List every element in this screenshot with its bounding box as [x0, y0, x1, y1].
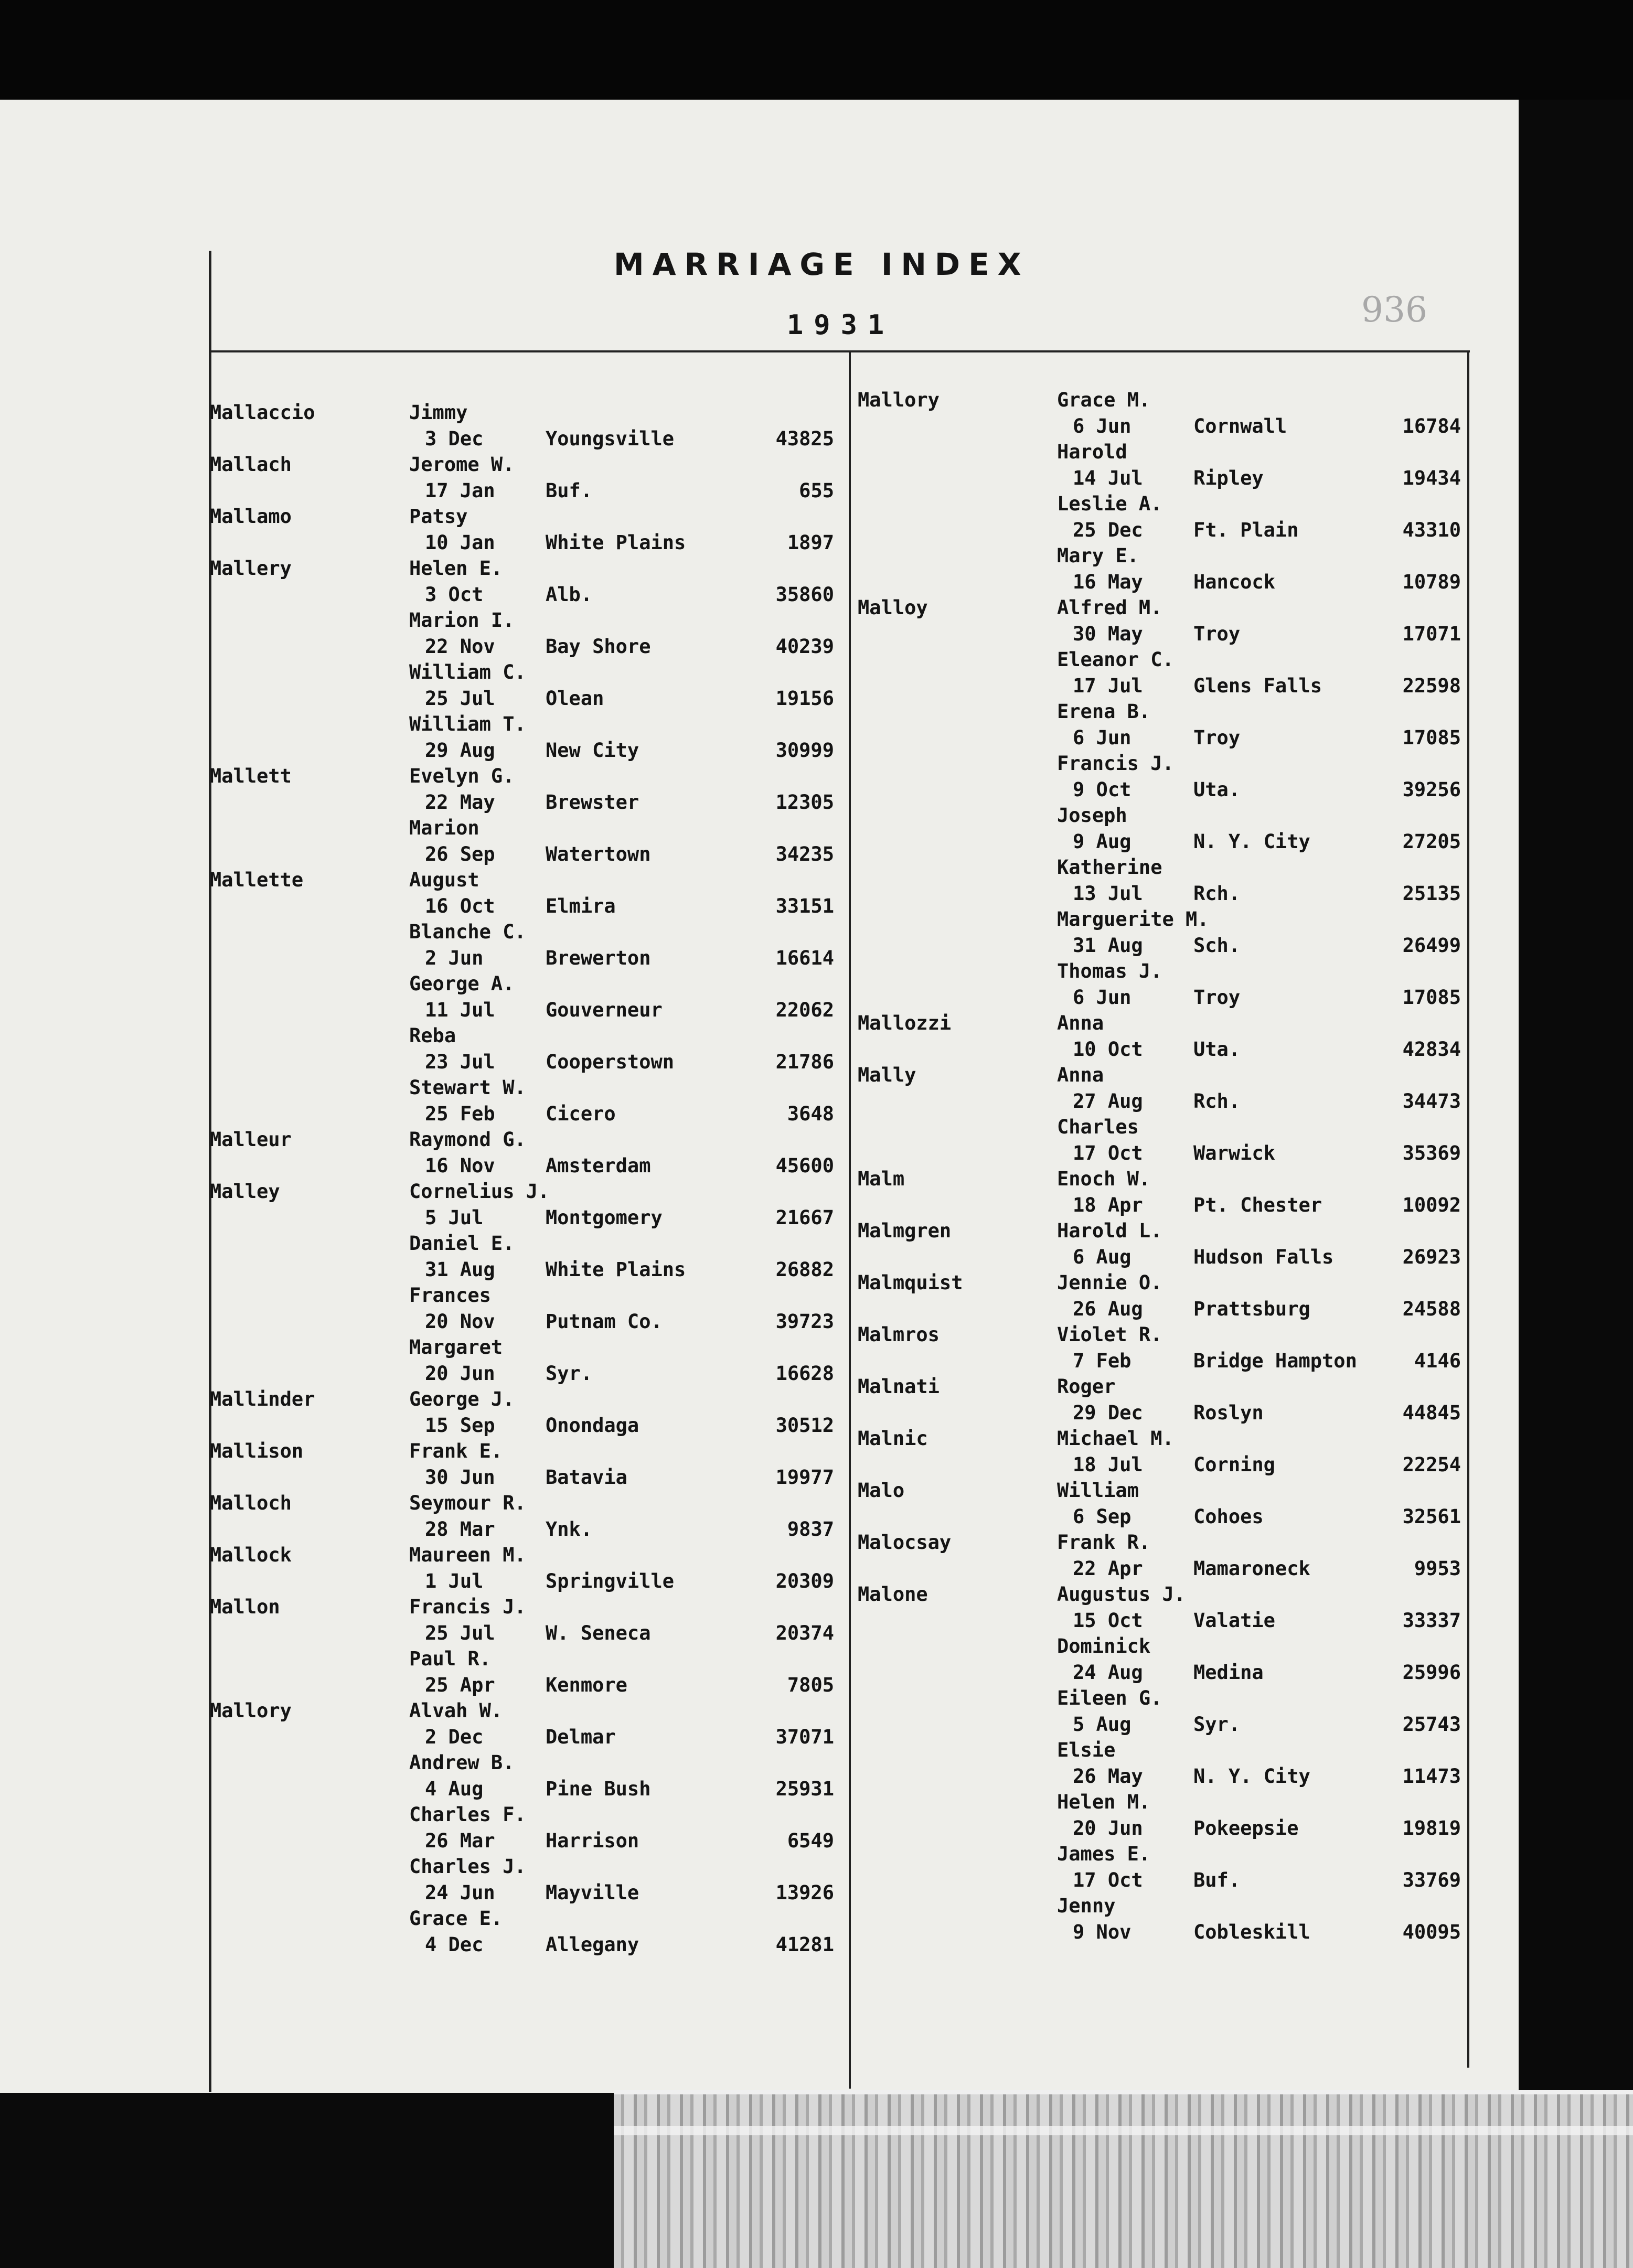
entry-place: Harrison [546, 1829, 639, 1852]
entry-date: 6 Aug [1073, 1245, 1132, 1268]
entry-place: Ft. Plain [1193, 518, 1299, 541]
entry-certificate-number: 35369 [1402, 1141, 1461, 1164]
entry-place: Onondaga [546, 1414, 639, 1437]
entry-given-name: Seymour R. [409, 1492, 526, 1514]
page-title: MARRIAGE INDEX [614, 247, 1030, 282]
entry-certificate-number: 39256 [1402, 778, 1461, 801]
entry-given-name: Paul R. [409, 1647, 491, 1670]
entry-place: Hudson Falls [1193, 1245, 1334, 1268]
entry-date: 6 Sep [1073, 1505, 1132, 1528]
entry-date: 14 Jul [1073, 466, 1143, 489]
entry-given-name: Charles J. [409, 1855, 526, 1878]
entry-certificate-number: 45600 [775, 1154, 834, 1177]
entry-surname: Mallamo [210, 505, 292, 528]
entry-place: Buf. [1193, 1868, 1241, 1891]
entry-certificate-number: 21786 [775, 1050, 834, 1073]
entry-date: 25 Jul [425, 687, 495, 710]
entry-place: Cicero [546, 1102, 616, 1125]
entry-certificate-number: 10789 [1402, 570, 1461, 593]
entry-date: 31 Aug [425, 1258, 495, 1281]
entry-date: 4 Dec [425, 1933, 484, 1956]
entry-given-name: Reba [409, 1024, 456, 1047]
entry-date: 25 Apr [425, 1673, 495, 1696]
entry-place: Olean [546, 687, 604, 710]
entry-place: Kenmore [546, 1673, 627, 1696]
entry-date: 23 Jul [425, 1050, 495, 1073]
entry-surname: Malnati [858, 1375, 940, 1398]
entry-given-name: Eleanor C. [1057, 648, 1174, 671]
entry-given-name: Blanche C. [409, 921, 526, 943]
entry-certificate-number: 34473 [1402, 1089, 1461, 1112]
entry-place: Pokeepsie [1193, 1816, 1299, 1839]
entry-certificate-number: 7805 [787, 1673, 834, 1696]
entry-certificate-number: 30512 [775, 1414, 834, 1437]
entry-given-name: Thomas J. [1057, 960, 1162, 982]
entry-certificate-number: 13926 [775, 1881, 834, 1904]
entry-certificate-number: 19434 [1402, 466, 1461, 489]
entry-date: 15 Oct [1073, 1609, 1143, 1632]
entry-surname: Mally [858, 1064, 916, 1086]
entry-given-name: James E. [1057, 1843, 1151, 1865]
entry-certificate-number: 16784 [1402, 414, 1461, 437]
entry-given-name: Margaret [409, 1336, 503, 1358]
entry-certificate-number: 43310 [1402, 518, 1461, 541]
entry-date: 9 Oct [1073, 778, 1132, 801]
entry-given-name: Helen M. [1057, 1791, 1151, 1813]
column-divider [849, 352, 851, 2089]
entry-certificate-number: 26499 [1402, 934, 1461, 957]
scan-top-border [0, 0, 1633, 100]
entry-place: Pt. Chester [1193, 1193, 1322, 1216]
entry-given-name: Enoch W. [1057, 1168, 1151, 1190]
entry-surname: Mallison [210, 1440, 304, 1462]
entry-certificate-number: 22254 [1402, 1453, 1461, 1476]
entry-place: Warwick [1193, 1141, 1275, 1164]
entry-certificate-number: 27205 [1402, 830, 1461, 853]
entry-certificate-number: 37071 [775, 1725, 834, 1748]
entry-given-name: Joseph [1057, 804, 1127, 827]
entry-certificate-number: 33769 [1402, 1868, 1461, 1891]
entry-certificate-number: 20309 [775, 1569, 834, 1592]
entry-date: 25 Jul [425, 1621, 495, 1644]
entry-place: Brewster [546, 790, 639, 814]
entry-place: Roslyn [1193, 1401, 1264, 1424]
entry-given-name: Anna [1057, 1064, 1104, 1086]
entry-given-name: Violet R. [1057, 1323, 1162, 1346]
entry-place: White Plains [546, 531, 686, 554]
entry-date: 22 Nov [425, 635, 495, 658]
entry-date: 30 May [1073, 622, 1143, 645]
entry-certificate-number: 41281 [775, 1933, 834, 1956]
entry-date: 31 Aug [1073, 934, 1143, 957]
entry-surname: Malm [858, 1168, 905, 1190]
page-number: 936 [1361, 290, 1427, 330]
entry-place: N. Y. City [1193, 830, 1310, 853]
entry-surname: Mallozzi [858, 1012, 952, 1034]
entry-place: Putnam Co. [546, 1310, 663, 1333]
entry-certificate-number: 20374 [775, 1621, 834, 1644]
entry-date: 15 Sep [425, 1414, 495, 1437]
entry-place: Batavia [546, 1465, 627, 1489]
entry-surname: Malloch [210, 1492, 292, 1514]
entry-date: 3 Oct [425, 583, 484, 606]
entry-date: 10 Oct [1073, 1037, 1143, 1061]
entry-certificate-number: 26882 [775, 1258, 834, 1281]
entry-surname: Malmgren [858, 1219, 952, 1242]
entry-given-name: Daniel E. [409, 1232, 515, 1255]
entry-given-name: George A. [409, 972, 515, 995]
entry-date: 17 Oct [1073, 1868, 1143, 1891]
entry-certificate-number: 22598 [1402, 674, 1461, 697]
entry-certificate-number: 1897 [787, 531, 834, 554]
entry-place: Montgomery [546, 1206, 663, 1229]
entry-certificate-number: 33337 [1402, 1609, 1461, 1632]
entry-place: Bay Shore [546, 635, 651, 658]
entry-place: Cooperstown [546, 1050, 675, 1073]
entry-certificate-number: 33151 [775, 894, 834, 917]
entry-given-name: Francis J. [409, 1596, 526, 1618]
entry-date: 20 Nov [425, 1310, 495, 1333]
entry-certificate-number: 26923 [1402, 1245, 1461, 1268]
entry-certificate-number: 42834 [1402, 1037, 1461, 1061]
entry-certificate-number: 25743 [1402, 1713, 1461, 1736]
entry-place: Syr. [546, 1362, 593, 1385]
entry-place: Cohoes [1193, 1505, 1264, 1528]
entry-certificate-number: 25931 [775, 1777, 834, 1800]
entry-place: White Plains [546, 1258, 686, 1281]
entry-place: Syr. [1193, 1713, 1241, 1736]
entry-surname: Mallett [210, 765, 292, 787]
entry-place: Brewerton [546, 946, 651, 969]
entry-date: 5 Jul [425, 1206, 484, 1229]
entry-given-name: Raymond G. [409, 1128, 526, 1151]
entry-date: 26 Aug [1073, 1297, 1143, 1320]
entry-certificate-number: 19977 [775, 1465, 834, 1489]
entry-certificate-number: 6549 [787, 1829, 834, 1852]
entry-certificate-number: 17085 [1402, 986, 1461, 1009]
entry-given-name: Anna [1057, 1012, 1104, 1034]
entry-surname: Mallory [210, 1699, 292, 1722]
entry-date: 18 Jul [1073, 1453, 1143, 1476]
entry-surname: Mallinder [210, 1388, 315, 1410]
entry-certificate-number: 32561 [1402, 1505, 1461, 1528]
entry-surname: Mallon [210, 1596, 280, 1618]
entry-certificate-number: 12305 [775, 790, 834, 814]
entry-given-name: Cornelius J. [409, 1180, 550, 1203]
entry-date: 7 Feb [1073, 1349, 1132, 1372]
entry-certificate-number: 21667 [775, 1206, 834, 1229]
entry-certificate-number: 43825 [775, 427, 834, 450]
entry-given-name: Dominick [1057, 1635, 1151, 1657]
entry-date: 2 Jun [425, 946, 484, 969]
entry-place: Troy [1193, 986, 1241, 1009]
entry-surname: Mallach [210, 453, 292, 476]
entry-date: 13 Jul [1073, 882, 1143, 905]
entry-given-name: Frank R. [1057, 1531, 1151, 1554]
entry-date: 1 Jul [425, 1569, 484, 1592]
entry-date: 25 Dec [1073, 518, 1143, 541]
entry-given-name: Jennie O. [1057, 1271, 1162, 1294]
entry-given-name: Marion [409, 817, 479, 839]
entry-given-name: Frank E. [409, 1440, 503, 1462]
entry-place: Mamaroneck [1193, 1557, 1310, 1580]
right-margin-rule [1467, 352, 1469, 2068]
entry-place: Medina [1193, 1661, 1264, 1684]
entry-place: Troy [1193, 726, 1241, 749]
entry-given-name: George J. [409, 1388, 515, 1410]
entry-surname: Mallock [210, 1544, 292, 1566]
entry-date: 22 May [425, 790, 495, 814]
header-rule [209, 350, 1470, 352]
entry-given-name: Frances [409, 1284, 491, 1307]
entry-given-name: Erena B. [1057, 700, 1151, 723]
entry-date: 17 Jan [425, 479, 495, 502]
entry-certificate-number: 30999 [775, 739, 834, 762]
entry-place: W. Seneca [546, 1621, 651, 1644]
entry-place: Sch. [1193, 934, 1241, 957]
entry-place: Youngsville [546, 427, 675, 450]
entry-surname: Malmquist [858, 1271, 963, 1294]
entry-given-name: Harold L. [1057, 1219, 1162, 1242]
entry-date: 30 Jun [425, 1465, 495, 1489]
entry-certificate-number: 19819 [1402, 1816, 1461, 1839]
entry-place: Watertown [546, 842, 651, 865]
entry-date: 6 Jun [1073, 726, 1132, 749]
entry-date: 26 Sep [425, 842, 495, 865]
entry-certificate-number: 17085 [1402, 726, 1461, 749]
entry-certificate-number: 11473 [1402, 1764, 1461, 1788]
entry-given-name: Katherine [1057, 856, 1162, 879]
entry-place: Rch. [1193, 882, 1241, 905]
entry-place: Buf. [546, 479, 593, 502]
entry-place: Troy [1193, 622, 1241, 645]
entry-date: 18 Apr [1073, 1193, 1143, 1216]
entry-certificate-number: 4146 [1414, 1349, 1461, 1372]
entry-place: Prattsburg [1193, 1297, 1310, 1320]
entry-surname: Mallery [210, 557, 292, 580]
entry-given-name: Charles F. [409, 1803, 526, 1826]
scan-right-border [1519, 100, 1633, 2264]
entry-date: 9 Nov [1073, 1920, 1132, 1943]
entry-date: 3 Dec [425, 427, 484, 450]
entry-certificate-number: 25135 [1402, 882, 1461, 905]
entry-certificate-number: 655 [799, 479, 834, 502]
entry-place: Springville [546, 1569, 675, 1592]
entry-given-name: Charles [1057, 1116, 1139, 1138]
entry-place: Amsterdam [546, 1154, 651, 1177]
entry-certificate-number: 40239 [775, 635, 834, 658]
entry-given-name: Stewart W. [409, 1076, 526, 1099]
entry-date: 9 Aug [1073, 830, 1132, 853]
entry-place: N. Y. City [1193, 1764, 1310, 1788]
entry-given-name: August [409, 869, 479, 891]
entry-place: New City [546, 739, 639, 762]
entry-date: 5 Aug [1073, 1713, 1132, 1736]
entry-certificate-number: 22062 [775, 998, 834, 1021]
entry-date: 16 May [1073, 570, 1143, 593]
entry-place: Alb. [546, 583, 593, 606]
entry-place: Cobleskill [1193, 1920, 1310, 1943]
entry-given-name: Eileen G. [1057, 1687, 1162, 1709]
entry-certificate-number: 44845 [1402, 1401, 1461, 1424]
entry-date: 22 Apr [1073, 1557, 1143, 1580]
entry-certificate-number: 16614 [775, 946, 834, 969]
entry-date: 29 Dec [1073, 1401, 1143, 1424]
entry-surname: Malnic [858, 1427, 928, 1450]
entry-place: Glens Falls [1193, 674, 1322, 697]
entry-date: 17 Oct [1073, 1141, 1143, 1164]
entry-certificate-number: 9953 [1414, 1557, 1461, 1580]
entry-surname: Malloy [858, 596, 928, 619]
entry-surname: Mallaccio [210, 401, 315, 424]
entry-given-name: William [1057, 1479, 1139, 1502]
entry-date: 20 Jun [425, 1362, 495, 1385]
entry-given-name: Helen E. [409, 557, 503, 580]
entry-certificate-number: 17071 [1402, 622, 1461, 645]
entry-date: 6 Jun [1073, 414, 1132, 437]
entry-place: Bridge Hampton [1193, 1349, 1357, 1372]
entry-date: 27 Aug [1073, 1089, 1143, 1112]
entry-given-name: Francis J. [1057, 752, 1174, 775]
entry-surname: Malocsay [858, 1531, 952, 1554]
entry-place: Valatie [1193, 1609, 1275, 1632]
entry-surname: Mallory [858, 389, 940, 411]
entry-place: Uta. [1193, 778, 1241, 801]
entry-surname: Mallette [210, 869, 304, 891]
entry-given-name: Augustus J. [1057, 1583, 1186, 1606]
entry-given-name: Marguerite M. [1057, 908, 1209, 930]
entry-place: Allegany [546, 1933, 639, 1956]
entry-place: Corning [1193, 1453, 1275, 1476]
entry-date: 17 Jul [1073, 674, 1143, 697]
entry-date: 20 Jun [1073, 1816, 1143, 1839]
entry-certificate-number: 9837 [787, 1517, 834, 1540]
entry-given-name: Mary E. [1057, 544, 1139, 567]
entry-place: Ripley [1193, 466, 1264, 489]
entry-certificate-number: 35860 [775, 583, 834, 606]
entry-certificate-number: 40095 [1402, 1920, 1461, 1943]
entry-given-name: Jenny [1057, 1895, 1116, 1917]
entry-date: 29 Aug [425, 739, 495, 762]
entry-place: Elmira [546, 894, 616, 917]
entry-date: 10 Jan [425, 531, 495, 554]
entry-date: 24 Aug [1073, 1661, 1143, 1684]
entry-certificate-number: 16628 [775, 1362, 834, 1385]
entry-given-name: Marion I. [409, 609, 515, 632]
entry-given-name: William C. [409, 661, 526, 683]
entry-given-name: Alfred M. [1057, 596, 1162, 619]
entry-certificate-number: 10092 [1402, 1193, 1461, 1216]
entry-given-name: Maureen M. [409, 1544, 526, 1566]
entry-date: 25 Feb [425, 1102, 495, 1125]
entry-place: Pine Bush [546, 1777, 651, 1800]
entry-given-name: Roger [1057, 1375, 1116, 1398]
entry-date: 11 Jul [425, 998, 495, 1021]
entry-given-name: Patsy [409, 505, 468, 528]
entry-certificate-number: 24588 [1402, 1297, 1461, 1320]
entry-given-name: Michael M. [1057, 1427, 1174, 1450]
entry-surname: Malmros [858, 1323, 940, 1346]
entry-surname: Malley [210, 1180, 280, 1203]
entry-given-name: Leslie A. [1057, 493, 1162, 515]
entry-given-name: Evelyn G. [409, 765, 515, 787]
index-year: 1931 [787, 309, 895, 341]
entry-date: 6 Jun [1073, 986, 1132, 1009]
entry-given-name: Grace E. [409, 1907, 503, 1930]
entry-given-name: Grace M. [1057, 389, 1151, 411]
scan-bottom-strip [614, 2090, 1633, 2268]
entry-certificate-number: 34235 [775, 842, 834, 865]
entry-certificate-number: 39723 [775, 1310, 834, 1333]
entry-place: Ynk. [546, 1517, 593, 1540]
entry-certificate-number: 19156 [775, 687, 834, 710]
entry-date: 24 Jun [425, 1881, 495, 1904]
entry-certificate-number: 25996 [1402, 1661, 1461, 1684]
entry-date: 26 May [1073, 1764, 1143, 1788]
entry-date: 4 Aug [425, 1777, 484, 1800]
entry-date: 2 Dec [425, 1725, 484, 1748]
entry-date: 16 Nov [425, 1154, 495, 1177]
entry-given-name: Andrew B. [409, 1751, 515, 1774]
entry-surname: Malleur [210, 1128, 292, 1151]
entry-given-name: Alvah W. [409, 1699, 503, 1722]
entry-surname: Malone [858, 1583, 928, 1606]
entry-date: 28 Mar [425, 1517, 495, 1540]
entry-place: Hancock [1193, 570, 1275, 593]
entry-given-name: Elsie [1057, 1739, 1116, 1761]
entry-given-name: Jimmy [409, 401, 468, 424]
entry-place: Rch. [1193, 1089, 1241, 1112]
entry-surname: Malo [858, 1479, 905, 1502]
entry-given-name: Jerome W. [409, 453, 515, 476]
entry-certificate-number: 3648 [787, 1102, 834, 1125]
entry-place: Uta. [1193, 1037, 1241, 1061]
entry-given-name: Harold [1057, 441, 1127, 463]
entry-place: Mayville [546, 1881, 639, 1904]
entry-given-name: William T. [409, 713, 526, 735]
entry-date: 26 Mar [425, 1829, 495, 1852]
entry-place: Cornwall [1193, 414, 1287, 437]
entry-date: 16 Oct [425, 894, 495, 917]
entry-place: Delmar [546, 1725, 616, 1748]
entry-place: Gouverneur [546, 998, 663, 1021]
